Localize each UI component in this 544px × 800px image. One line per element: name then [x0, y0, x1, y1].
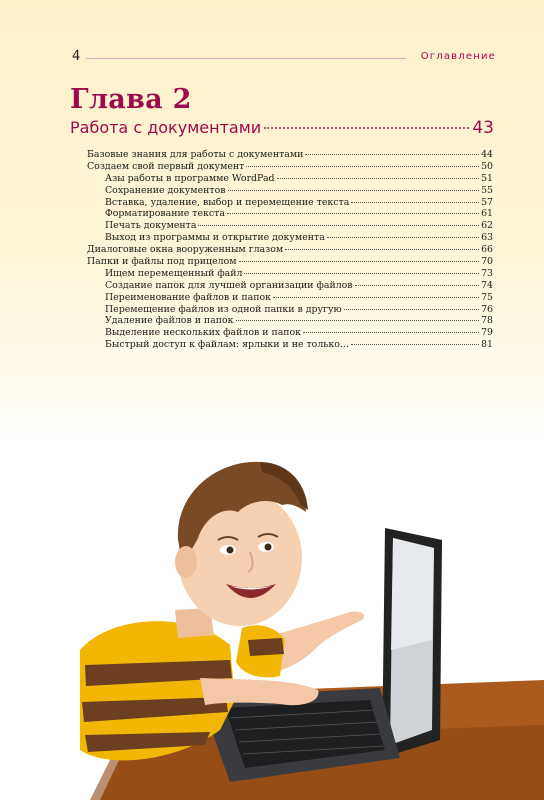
dot-leader	[244, 273, 479, 274]
toc-entry-page: 55	[481, 184, 493, 196]
toc-entry[interactable]	[87, 208, 493, 220]
chapter-label: Глава 2	[70, 84, 192, 115]
toc-entry[interactable]	[87, 280, 493, 292]
toc-entry-title: Быстрый доступ к файлам: ярлыки и не только...	[105, 339, 349, 351]
toc-entry[interactable]	[87, 161, 493, 173]
toc-entry-title: Базовые знания для работы с документами	[87, 149, 304, 160]
dot-leader	[285, 249, 479, 250]
toc-entry-page: 79	[481, 327, 493, 339]
toc-entry-page: 81	[481, 339, 493, 351]
toc-entry[interactable]	[87, 256, 493, 268]
dot-leader	[239, 261, 479, 262]
dot-leader	[277, 178, 479, 179]
dot-leader	[344, 309, 479, 310]
dot-leader	[273, 297, 479, 298]
toc-entry-page: 51	[481, 172, 493, 184]
toc-entry-title: Сохранение документов	[105, 184, 226, 196]
page-number: 4	[72, 49, 81, 64]
boy-with-laptop-illustration	[0, 440, 544, 800]
toc-entry-page: 66	[481, 244, 493, 256]
dot-leader	[351, 344, 479, 345]
running-header: Оглавление	[420, 51, 496, 62]
toc-entry-page: 73	[481, 267, 493, 279]
dot-leader	[305, 154, 479, 155]
toc-entry[interactable]	[87, 173, 493, 185]
toc-entry[interactable]	[87, 185, 493, 197]
dot-leader	[355, 285, 479, 286]
toc-entry[interactable]	[87, 244, 493, 256]
dot-leader	[303, 332, 479, 333]
toc-entry-title: Печать документа	[105, 220, 197, 232]
toc-entry-page: 74	[481, 279, 493, 291]
toc-entry[interactable]	[87, 339, 493, 351]
toc-entry-title: Диалоговые окна вооруженным глазом	[87, 244, 284, 256]
toc-entry-title: Выделение нескольких файлов и папок	[105, 327, 302, 339]
chapter-entry[interactable]	[70, 118, 494, 138]
chapter-title: Работа с документами	[70, 118, 262, 137]
toc-entry-title: Вставка, удаление, выбор и перемещение текста	[105, 196, 350, 208]
toc-entry-title: Форматирование текста	[105, 208, 225, 220]
dot-leader	[264, 127, 469, 129]
chapter-page-number: 43	[472, 118, 494, 138]
dot-leader	[236, 320, 479, 321]
toc-entry-title: Создание папок для лучшей организации файлов	[105, 279, 353, 291]
toc-entry-page: 63	[481, 232, 493, 244]
toc-entry-title: Удаление файлов и папок	[105, 315, 234, 327]
toc-entry-page: 44	[481, 149, 493, 160]
toc-entry-title: Переименование файлов и папок	[105, 291, 271, 303]
toc-entry[interactable]	[87, 292, 493, 304]
dot-leader	[227, 213, 479, 214]
toc-entry-title: Выход из программы и открытие документа	[105, 232, 325, 244]
toc-entry[interactable]	[87, 304, 493, 316]
toc-entry-page: 62	[481, 220, 493, 232]
header-rule	[86, 58, 406, 59]
table-of-contents	[87, 149, 493, 351]
dot-leader	[228, 190, 479, 191]
dot-leader	[327, 237, 479, 238]
dot-leader	[351, 202, 479, 203]
toc-entry-title: Ищем перемещенный файл	[105, 267, 243, 279]
toc-entry-page: 78	[481, 315, 493, 327]
toc-entry-page: 70	[481, 256, 493, 268]
toc-entry[interactable]	[87, 149, 493, 161]
toc-entry-title: Папки и файлы под прицелом	[87, 256, 237, 268]
toc-entry-title: Создаем свой первый документ	[87, 160, 245, 172]
toc-entry[interactable]	[87, 232, 493, 244]
dot-leader	[198, 225, 479, 226]
toc-entry[interactable]	[87, 315, 493, 327]
toc-entry-page: 50	[481, 160, 493, 172]
toc-entry[interactable]	[87, 268, 493, 280]
toc-entry-title: Азы работы в программе WordPad	[105, 172, 275, 184]
toc-entry-page: 61	[481, 208, 493, 220]
toc-entry-page: 76	[481, 303, 493, 315]
toc-entry-page: 57	[481, 196, 493, 208]
toc-entry[interactable]	[87, 327, 493, 339]
dot-leader	[246, 166, 479, 167]
toc-entry-title: Перемещение файлов из одной папки в другую	[105, 303, 342, 315]
toc-entry[interactable]	[87, 197, 493, 209]
toc-entry-page: 75	[481, 291, 493, 303]
toc-entry[interactable]	[87, 220, 493, 232]
